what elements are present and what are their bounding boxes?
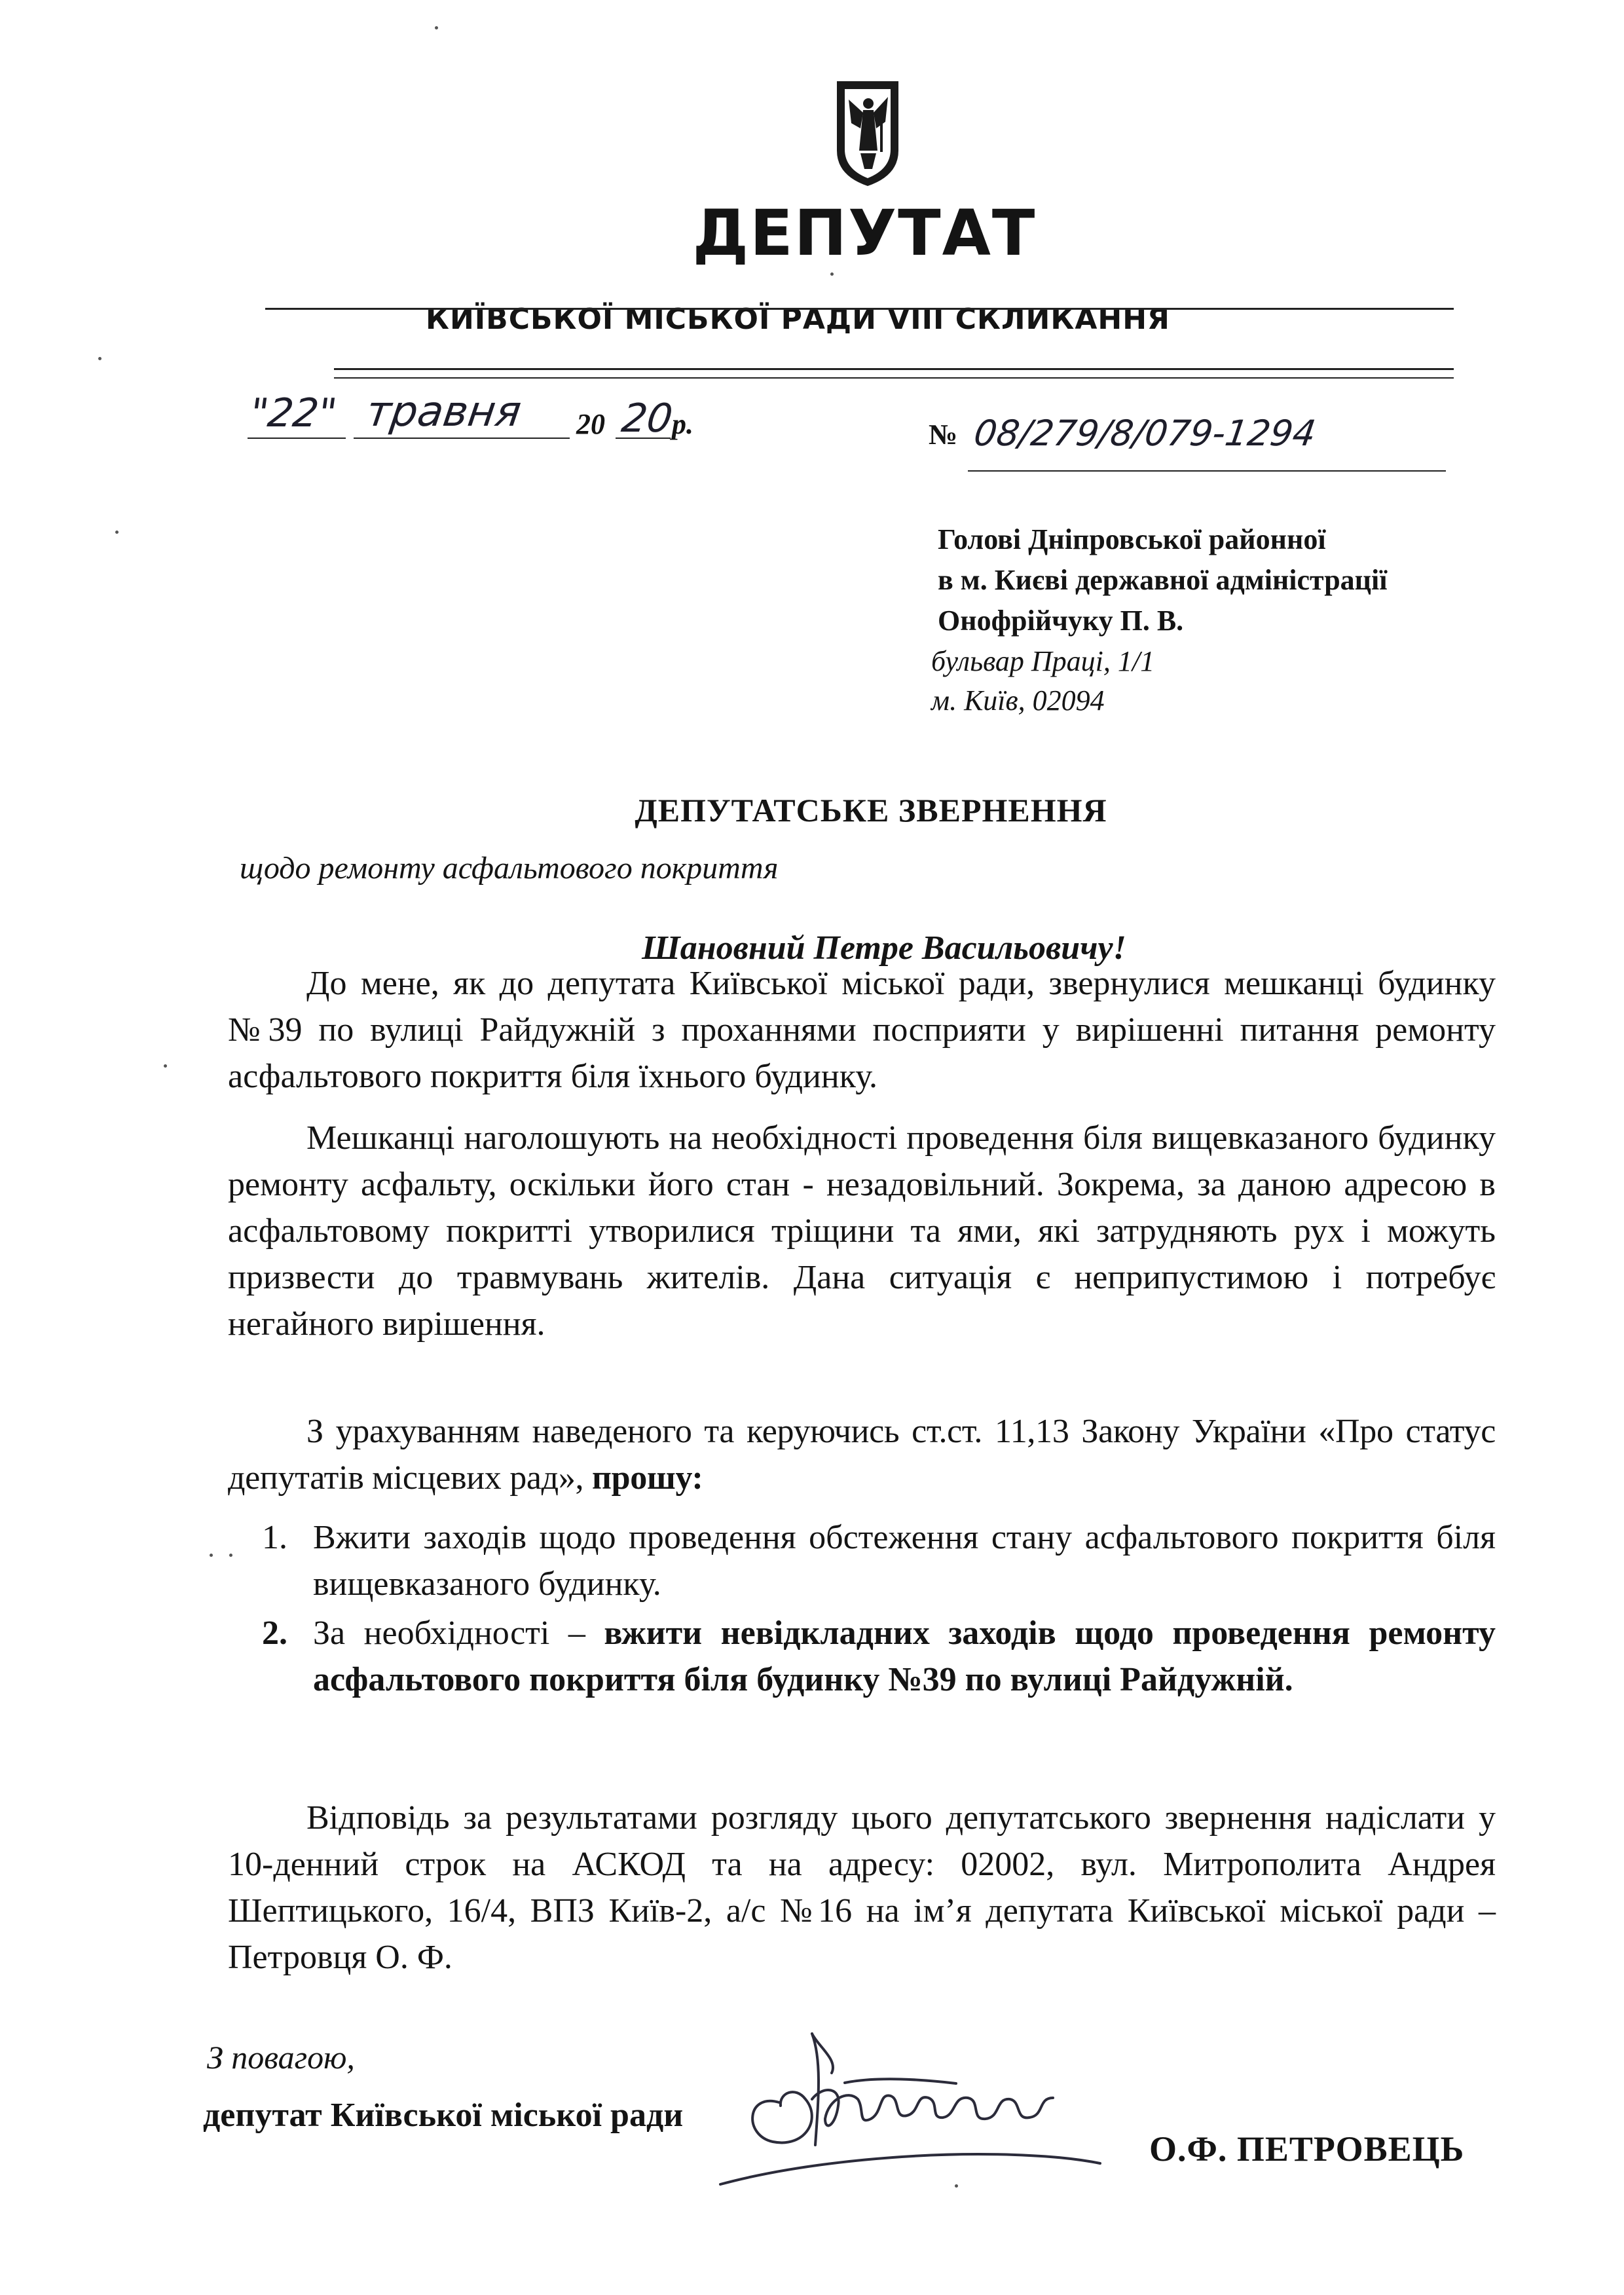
date-year-underline	[616, 438, 671, 439]
paragraph-4-text: Відповідь за результатами розгляду цього депутатського звернення надіслати у 10-денний строк на АСКОД та на адресу: 02002, вул. Митрополита Андрея Шептицького, 16/4, ВПЗ Київ-2, а/с №16 на ім’я депутата Київської міської ради – Петровця О. Ф.	[228, 1799, 1496, 1976]
addressee-street: бульвар Праці, 1/1	[931, 645, 1155, 677]
date-year-suffix: 20	[619, 396, 676, 441]
request-item-2	[262, 1610, 1496, 1703]
scan-speck	[115, 531, 119, 534]
paragraph-2	[228, 1115, 1496, 1347]
date-month-underline	[354, 438, 570, 439]
letterhead-title: ДЕПУТАТ	[692, 196, 1037, 270]
request-item-2-text-bold: вжити невідкладних заходів щодо проведення ремонту асфальтового покриття біля будинку №39 по вулиці Райдужній.	[313, 1614, 1496, 1698]
scan-speck	[229, 1554, 232, 1557]
date-day: "22"	[247, 390, 340, 436]
letterhead-rule-bottom	[334, 368, 1454, 370]
document-subject: щодо ремонту асфальтового покриття	[240, 851, 779, 886]
date-year-prefix: 20	[576, 408, 605, 440]
scan-speck	[210, 1554, 213, 1557]
request-item-1-text: Вжити заходів щодо проведення обстеження стану асфальтового покриття біля вищевказаного будинку.	[313, 1519, 1496, 1603]
date-day-underline	[248, 438, 346, 439]
scan-speck	[830, 272, 834, 276]
kyiv-coat-of-arms-icon	[832, 77, 904, 189]
letterhead-rule-top	[265, 308, 1454, 310]
request-item-1-number: 1.	[262, 1519, 287, 1556]
reference-underline	[968, 470, 1446, 472]
addressee-line-2: в м. Києві державної адміністрації	[938, 564, 1388, 596]
closing-phrase: З повагою,	[207, 2039, 355, 2076]
handwritten-signature	[707, 2021, 1126, 2197]
addressee-city: м. Київ, 02094	[931, 684, 1105, 717]
paragraph-3-request: прошу:	[591, 1459, 703, 1497]
signatory-name: О.Ф. ПЕТРОВЕЦЬ	[1149, 2129, 1465, 2169]
reference-prefix: №	[929, 419, 958, 451]
paragraph-3-text: З урахуванням наведеного та керуючись ст.ст. 11,13 Закону України «Про статус депутатів місцевих рад»,	[228, 1413, 1496, 1497]
request-item-2-text-plain: За необхідності –	[313, 1614, 585, 1652]
letterhead-subtitle: КИЇВСЬКОЇ МІСЬКОЇ РАДИ VIII СКЛИКАННЯ	[426, 303, 1170, 336]
letterhead-rule-bottom-2	[334, 377, 1454, 379]
addressee-line-3: Онофрійчуку П. В.	[938, 605, 1184, 637]
reference-number: 08/279/8/079-1294	[971, 413, 1319, 454]
paragraph-3	[228, 1408, 1496, 1501]
paragraph-2-text: Мешканці наголошують на необхідності проведення біля вищевказаного будинку ремонту асфальту, оскільки його стан - незадовільний. Зокрема, за даною адресою в асфальтовому покритті утворилися тріщини та ями, які затрудняють рух і можуть призвести до травмувань жителів. Дана ситуація є неприпустимою і потребує негайного вирішення.	[228, 1119, 1496, 1343]
document-title: ДЕПУТАТСЬКЕ ЗВЕРНЕННЯ	[635, 792, 1107, 829]
signatory-position: депутат Київської міської ради	[203, 2097, 684, 2134]
scan-speck	[955, 2184, 958, 2188]
scan-speck	[98, 357, 101, 360]
paragraph-1	[228, 960, 1496, 1100]
scan-speck	[435, 26, 438, 29]
date-month: травня	[363, 388, 525, 436]
paragraph-1-text: До мене, як до депутата Київської міської ради, звернулися мешканці будинку №39 по вулиці Райдужній з проханнями посприяти у вирішенні питання ремонту асфальтового покриття біля їхнього будинку.	[228, 965, 1496, 1095]
scan-speck	[164, 1064, 167, 1068]
paragraph-4	[228, 1795, 1496, 1981]
date-year-mark: р.	[672, 408, 693, 440]
request-item-1	[262, 1514, 1496, 1607]
request-item-2-number: 2.	[262, 1614, 287, 1652]
addressee-line-1: Голові Дніпровської районної	[938, 523, 1326, 555]
salutation: Шановний Петре Васильовичу!	[642, 929, 1126, 967]
